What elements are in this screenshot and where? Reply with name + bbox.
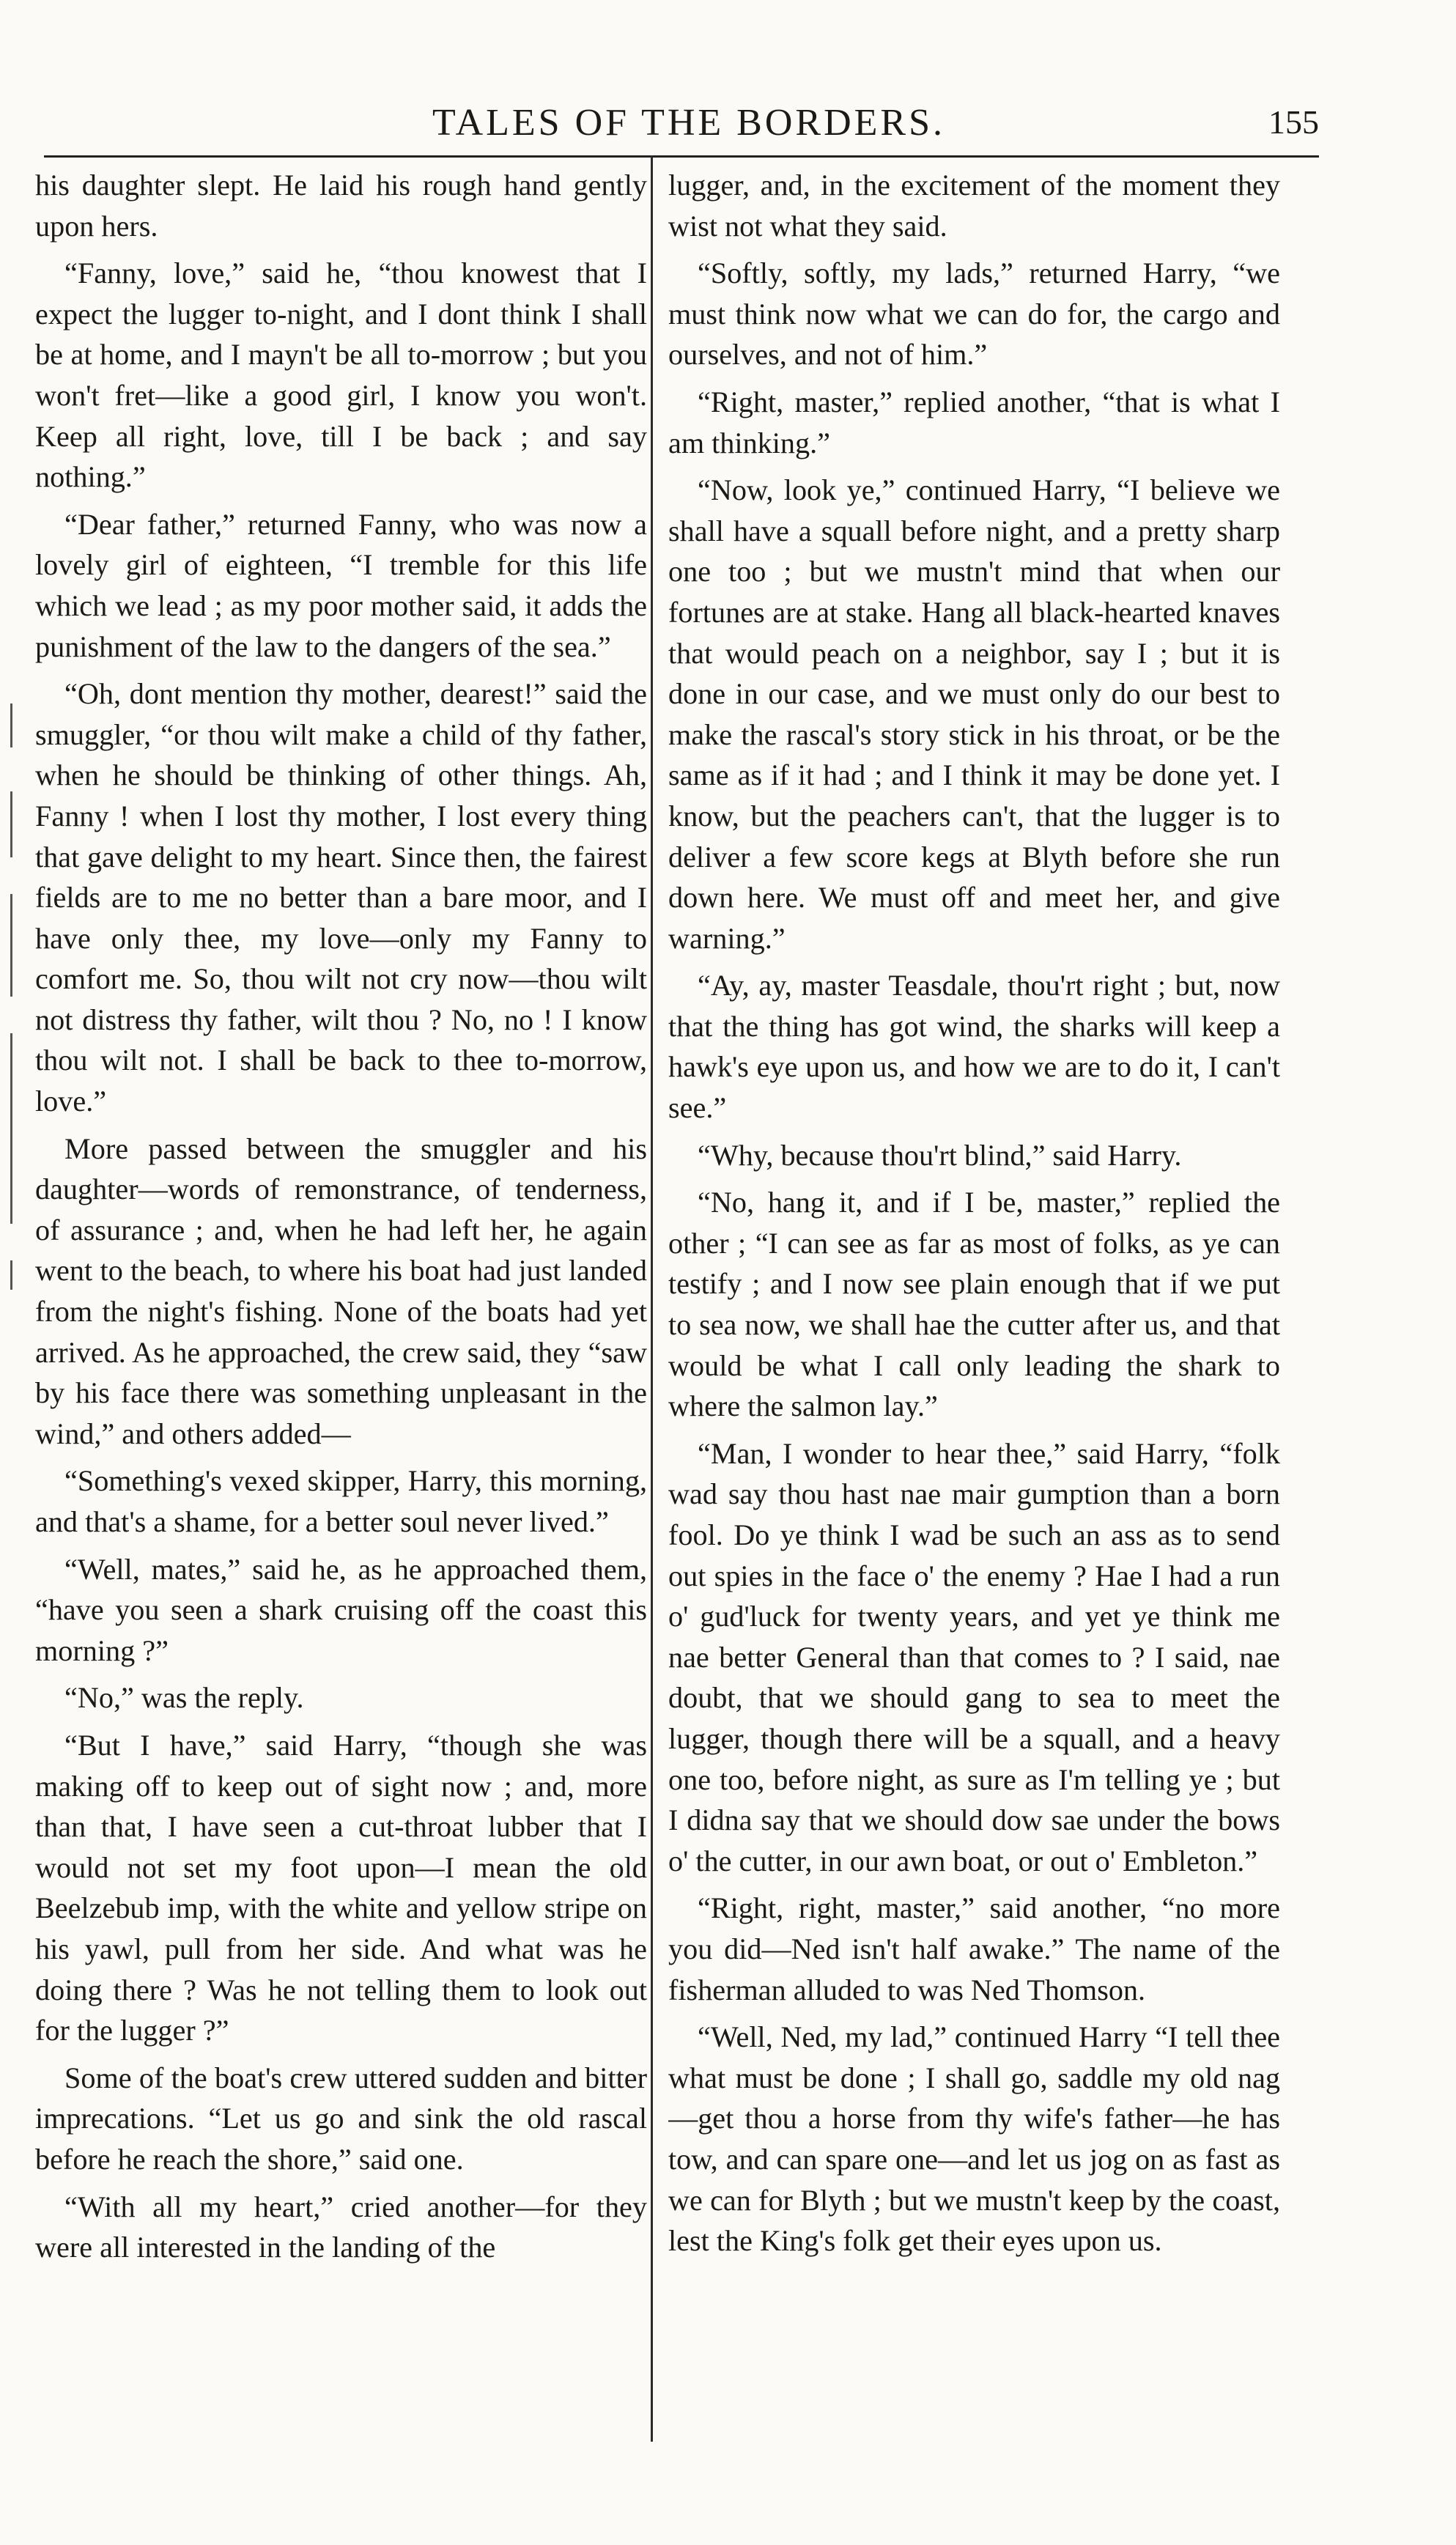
paragraph: lugger, and, in the excitement of the moment they wist not what they said.: [668, 169, 1280, 243]
paragraph: “With all my heart,” cried another—for they were all interested in the landing of the: [35, 2190, 647, 2264]
paragraph: “No, hang it, and if I be, master,” replied the other ; “I can see as far as most of folks, as ye can testify ; and I now see plain enough that if we put to sea now, we shall hae the cutter after us, and that would be what I call only leading the shark to where the salmon lay.”: [668, 1186, 1280, 1423]
paragraph: “Fanny, love,” said he, “thou knowest that I expect the lugger to-night, and I dont think I shall be at home, and I mayn't be all to-morrow ; but you won't fret—like a good girl, I know you won't. Keep all right, love, till I be back ; and say nothing.”: [35, 256, 647, 494]
paragraph: Some of the boat's crew uttered sudden and bitter imprecations. “Let us go and sink the old rascal before he reach the shore,” said one.: [35, 2061, 647, 2176]
paragraph: “Well, mates,” said he, as he approached them, “have you seen a shark cruising off the coast this morning ?”: [35, 1552, 647, 1667]
running-title: TALES OF THE BORDERS.: [432, 102, 946, 144]
paragraph: “Now, look ye,” continued Harry, “I believe we shall have a squall before night, and a pretty sharp one too ; but we mustn't mind that when our fortunes are at stake. Hang all black-hearted knaves that would peach on a neighbor, say I ; but it is done in our case, and we must only do our best to make the rascal's story stick in his throat, or be the same as if it had ; and I think it may be done yet. I know, but the peachers can't, that the lugger is to deliver a few score kegs at Blyth before she run down here. We must off and meet her, and give warning.”: [668, 473, 1280, 955]
running-header: [44, 101, 1319, 152]
paragraph: “Man, I wonder to hear thee,” said Harry, “folk wad say thou hast nae mair gumption than a born fool. Do ye think I wad be such an ass as to send out spies in the face o' the enemy ? Hae I had a run o' gud'luck for twenty years, and yet ye think me nae better General than that comes to ? I said, nae doubt, that we should gang to sea to meet the lugger, though there will be a squall, and a heavy one too, before night, as sure as I'm telling ye ; but I didna say that we should dow sae under the bows o' the cutter, in our awn boat, or out o' Embleton.”: [668, 1436, 1280, 1877]
paragraph: “But I have,” said Harry, “though she was making off to keep out of sight now ; and, more than that, I have seen a cut-throat lubber that I would not set my foot upon—I mean the old Beelzebub imp, with the white and yellow stripe on his yawl, pull from her side. And what was he doing there ? Was he not telling them to look out for the lugger ?”: [35, 1728, 647, 2047]
paragraph: “Softly, softly, my lads,” returned Harry, “we must think now what we can do for, the cargo and ourselves, and not of him.”: [668, 256, 1280, 372]
paragraph: “Well, Ned, my lad,” continued Harry “I tell thee what must be done ; I shall go, saddle my old nag—get thou a horse from thy wife's father—he has tow, and can spare one—and let us jog on as fast as we can for Blyth ; but we mustn't keep by the coast, lest the King's folk get their eyes upon us.: [668, 2020, 1280, 2258]
paragraph: “Right, right, master,” said another, “no more you did—Ned isn't half awake.” The name of the fisherman alluded to was Ned Thomson.: [668, 1891, 1280, 2006]
paragraph: More passed between the smuggler and his daughter—words of remonstrance, of tenderness, of assurance ; and, when he had left her, he again went to the beach, to where his boat had just landed from the night's fishing. None of the boats had yet arrived. As he approached, the crew said, they “saw by his face there was something unpleasant in the wind,” and others added—: [35, 1131, 647, 1450]
paragraph: “No,” was the reply.: [64, 1681, 304, 1715]
right-column: [668, 165, 1280, 2437]
paragraph: “Why, because thou'rt blind,” said Harry.: [698, 1138, 1182, 1172]
left-column: [35, 165, 647, 2437]
paragraph: his daughter slept. He laid his rough hand gently upon hers.: [35, 169, 647, 243]
paragraph: “Ay, ay, master Teasdale, thou'rt right ; but, now that the thing has got wind, the sharks will keep a hawk's eye upon us, and how we are to do it, I can't see.”: [668, 969, 1280, 1125]
paragraph: “Dear father,” returned Fanny, who was now a lovely girl of eighteen, “I tremble for this life which we lead ; as my poor mother said, it adds the punishment of the law to the dangers of the sea.”: [35, 507, 647, 663]
paragraph: “Right, master,” replied another, “that is what I am thinking.”: [668, 385, 1280, 459]
page-number: 155: [1268, 103, 1319, 141]
paragraph: “Something's vexed skipper, Harry, this morning, and that's a shame, for a better soul never lived.”: [35, 1464, 647, 1538]
column-divider: [651, 155, 653, 2442]
margin-marks: [0, 703, 32, 1876]
header-rule: [44, 155, 1319, 158]
paragraph: “Oh, dont mention thy mother, dearest!” said the smuggler, “or thou wilt make a child of thy father, when he should be thinking of other things. Ah, Fanny ! when I lost thy mother, I lost every thing that gave delight to my heart. Since then, the fairest fields are to me no better than a bare moor, and I have only thee, my love—only my Fanny to comfort me. So, thou wilt not cry now—thou wilt not distress thy father, wilt thou ? No, no ! I know thou wilt not. I shall be back to thee to-morrow, love.”: [35, 677, 647, 1118]
